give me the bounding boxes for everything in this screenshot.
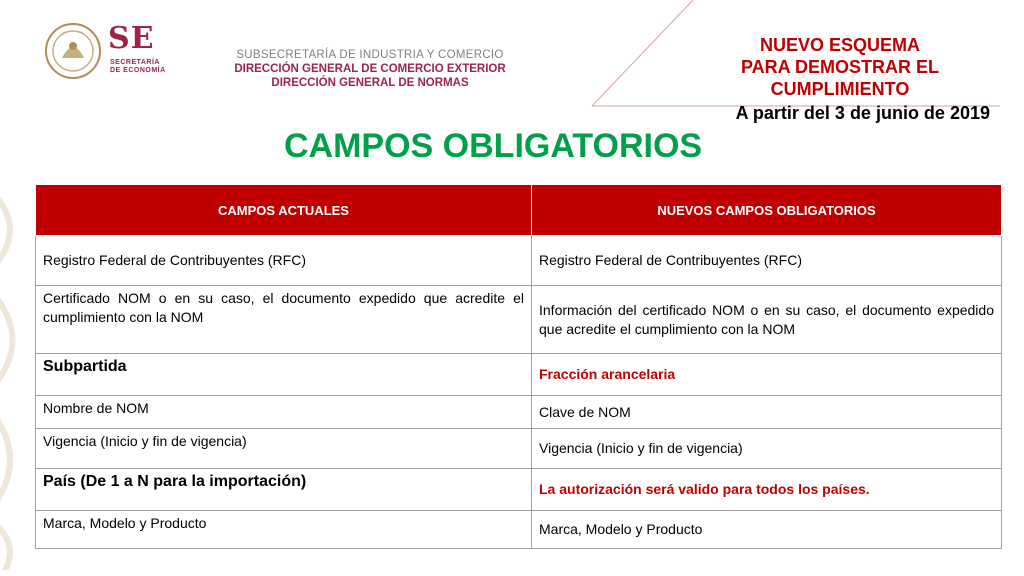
dept-line2: DIRECCIÓN GENERAL DE COMERCIO EXTERIOR <box>234 63 506 75</box>
cell-current: Subpartida <box>36 354 532 396</box>
table-row <box>36 354 1002 396</box>
table-header-row <box>36 185 1002 236</box>
table-row <box>36 429 1002 469</box>
se-sub-line1: SECRETARÍA <box>110 59 160 66</box>
se-sub-line2: DE ECONOMÍA <box>110 67 166 74</box>
cell-new: Información del certificado NOM o en su caso, el documento expedido que acredite el cumplimiento con la NOM <box>532 286 1002 354</box>
scheme-line1: NUEVO ESQUEMA <box>759 35 921 55</box>
table-row <box>36 511 1002 549</box>
header-new-fields: NUEVOS CAMPOS OBLIGATORIOS <box>532 185 1002 236</box>
header <box>0 0 1024 135</box>
scheme-block <box>690 34 990 124</box>
dept-line1: SUBSECRETARÍA DE INDUSTRIA Y COMERCIO <box>236 49 504 61</box>
table-row <box>36 396 1002 429</box>
cell-current: Marca, Modelo y Producto <box>36 511 532 549</box>
cell-new: Clave de NOM <box>532 396 1002 429</box>
dept-line3: DIRECCIÓN GENERAL DE NORMAS <box>271 77 469 89</box>
cell-new: Marca, Modelo y Producto <box>532 511 1002 549</box>
cell-new: Vigencia (Inicio y fin de vigencia) <box>532 429 1002 469</box>
background-pattern <box>0 170 40 570</box>
cell-current: Vigencia (Inicio y fin de vigencia) <box>36 429 532 469</box>
scheme-date: A partir del 3 de junio de 2019 <box>735 103 990 123</box>
fields-table <box>35 184 1002 549</box>
cell-new: Fracción arancelaria <box>532 354 1002 396</box>
cell-current: Nombre de NOM <box>36 396 532 429</box>
cell-current: Registro Federal de Contribuyentes (RFC) <box>36 236 532 286</box>
scheme-line2: PARA DEMOSTRAR EL <box>741 57 939 77</box>
scheme-line3: CUMPLIMIENTO <box>770 79 910 99</box>
cell-current: País (De 1 a N para la importación) <box>36 469 532 511</box>
cell-current: Certificado NOM o en su caso, el documento expedido que acredite el cumplimiento con la NOM <box>36 286 532 354</box>
cell-new: La autorización será valido para todos los países. <box>532 469 1002 511</box>
cell-new: Registro Federal de Contribuyentes (RFC) <box>532 236 1002 286</box>
se-logo: SE <box>108 21 155 56</box>
header-current-fields: CAMPOS ACTUALES <box>36 185 532 236</box>
table-row <box>36 469 1002 511</box>
table-row <box>36 236 1002 286</box>
table-row <box>36 286 1002 354</box>
page-title: CAMPOS OBLIGATORIOS <box>284 127 703 165</box>
